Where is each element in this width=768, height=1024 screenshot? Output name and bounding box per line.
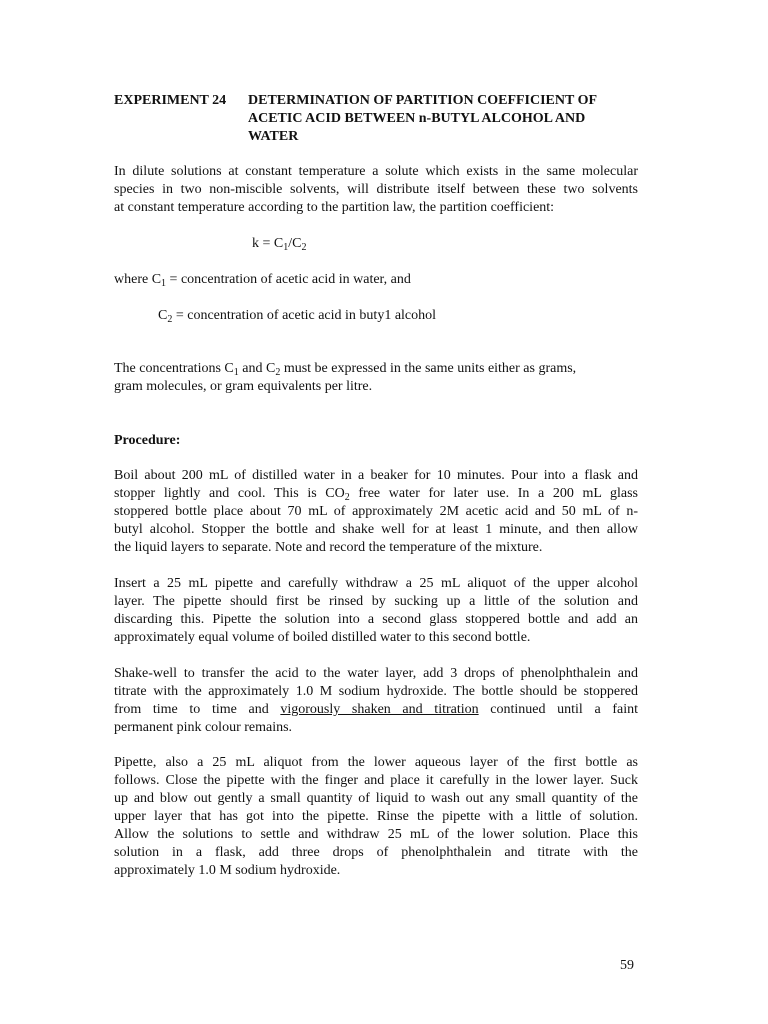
experiment-number: EXPERIMENT 24 [114,93,227,108]
intro-paragraph [114,163,638,217]
units-paragraph [114,360,638,396]
where-text-1: = concentration of acetic acid in water, and [166,272,411,287]
procedure-heading: Procedure: [114,433,181,448]
p1-co2-sub: 2 [344,492,350,503]
p3-line-2: titrate with the approximately 1.0 M sodium hydroxide. The bottle should be stoppered [114,684,638,699]
procedure-paragraph-4 [114,754,638,880]
units-text-c: must be expressed in the same units either as grams, [280,361,577,376]
p4-line-6: solution in a flask, add three drops of phenolphthalein and titrate with the [114,845,638,860]
p4-line-7: approximately 1.0 M sodium hydroxide. [114,863,341,878]
units-text-a: The concentrations C [114,361,234,376]
equation-sub-2: 2 [301,242,307,253]
p4-line-3: up and blow out gently a small quantity of liquid to wash out any small quantity of the [114,791,638,806]
p1-line-2-b: free water for later use. In a 200 mL glass [349,486,638,501]
p3-line-3 [114,701,638,719]
p4-line-4: upper layer that has got into the pipette. Rinse the pipette with a little of solution. [114,809,638,824]
p2-line-4: approximately equal volume of boiled distilled water to this second bottle. [114,630,531,645]
experiment-title-line-3: WATER [248,129,299,144]
experiment-title-line-2: ACETIC ACID BETWEEN n-BUTYL ALCOHOL AND [248,111,586,126]
p3-underlined-text: vigorously shaken and titration [280,702,479,717]
equation-slash: /C [288,236,302,251]
procedure-paragraph-3 [114,665,638,737]
units-sub-1: 1 [233,367,239,378]
p3-line-3-a: from time to time and [114,702,281,717]
procedure-paragraph-2 [114,575,638,647]
p4-line-5: Allow the solutions to settle and withdraw 25 mL of the lower solution. Place this [114,827,638,842]
where-c2-definition [158,307,436,325]
p1-line-4: butyl alcohol. Stopper the bottle and shake well for at least 1 minute, and then allow [114,522,638,537]
where-c1-definition [114,271,411,289]
p1-line-5: the liquid layers to separate. Note and record the temperature of the mixture. [114,540,543,555]
equation-lhs: k = C [252,236,284,251]
intro-line-3: at constant temperature according to the partition law, the partition coefficient: [114,200,555,215]
p3-line-4: permanent pink colour remains. [114,720,293,735]
p2-line-3: discarding this. Pipette the solution into a second glass stoppered bottle and add an [114,612,638,627]
intro-line-2: species in two non-miscible solvents, will distribute itself between these two solvents [114,182,638,197]
units-line-1 [114,360,638,378]
units-line-2: gram molecules, or gram equivalents per litre. [114,379,373,394]
page-number: 59 [620,958,634,973]
p3-line-1: Shake-well to transfer the acid to the water layer, add 3 drops of phenolphthalein and [114,666,638,681]
p1-line-2 [114,485,638,503]
units-text-b: and C [238,361,276,376]
experiment-title-line-1: DETERMINATION OF PARTITION COEFFICIENT OF [248,93,598,108]
where-sub-1: 1 [161,278,167,289]
p2-line-2: layer. The pipette should first be rinsed by sucking up a little of the solution and [114,594,638,609]
where-sub-2: 2 [167,314,173,325]
partition-equation [252,235,306,253]
p4-line-1: Pipette, also a 25 mL aliquot from the lower aqueous layer of the first bottle as [114,755,638,770]
where-c2: C [158,308,168,323]
where-prefix: where C [114,272,162,287]
p1-line-3: stoppered bottle place about 70 mL of approximately 2M acetic acid and 50 mL of n- [114,504,638,519]
p1-line-1: Boil about 200 mL of distilled water in a beaker for 10 minutes. Pour into a flask and [114,468,638,483]
p4-line-2: follows. Close the pipette with the finger and place it carefully in the lower layer. Suck [114,773,638,788]
p1-line-2-a: stopper lightly and cool. This is CO [114,486,345,501]
procedure-paragraph-1 [114,467,638,557]
p3-line-3-b: continued until a faint [478,702,638,717]
p2-line-1: Insert a 25 mL pipette and carefully withdraw a 25 mL aliquot of the upper alcohol [114,576,638,591]
where-text-2: = concentration of acetic acid in buty1 alcohol [172,308,437,323]
equation-sub-1: 1 [283,242,289,253]
intro-line-1: In dilute solutions at constant temperature a solute which exists in the same molecular [114,164,638,179]
units-sub-2: 2 [275,367,281,378]
